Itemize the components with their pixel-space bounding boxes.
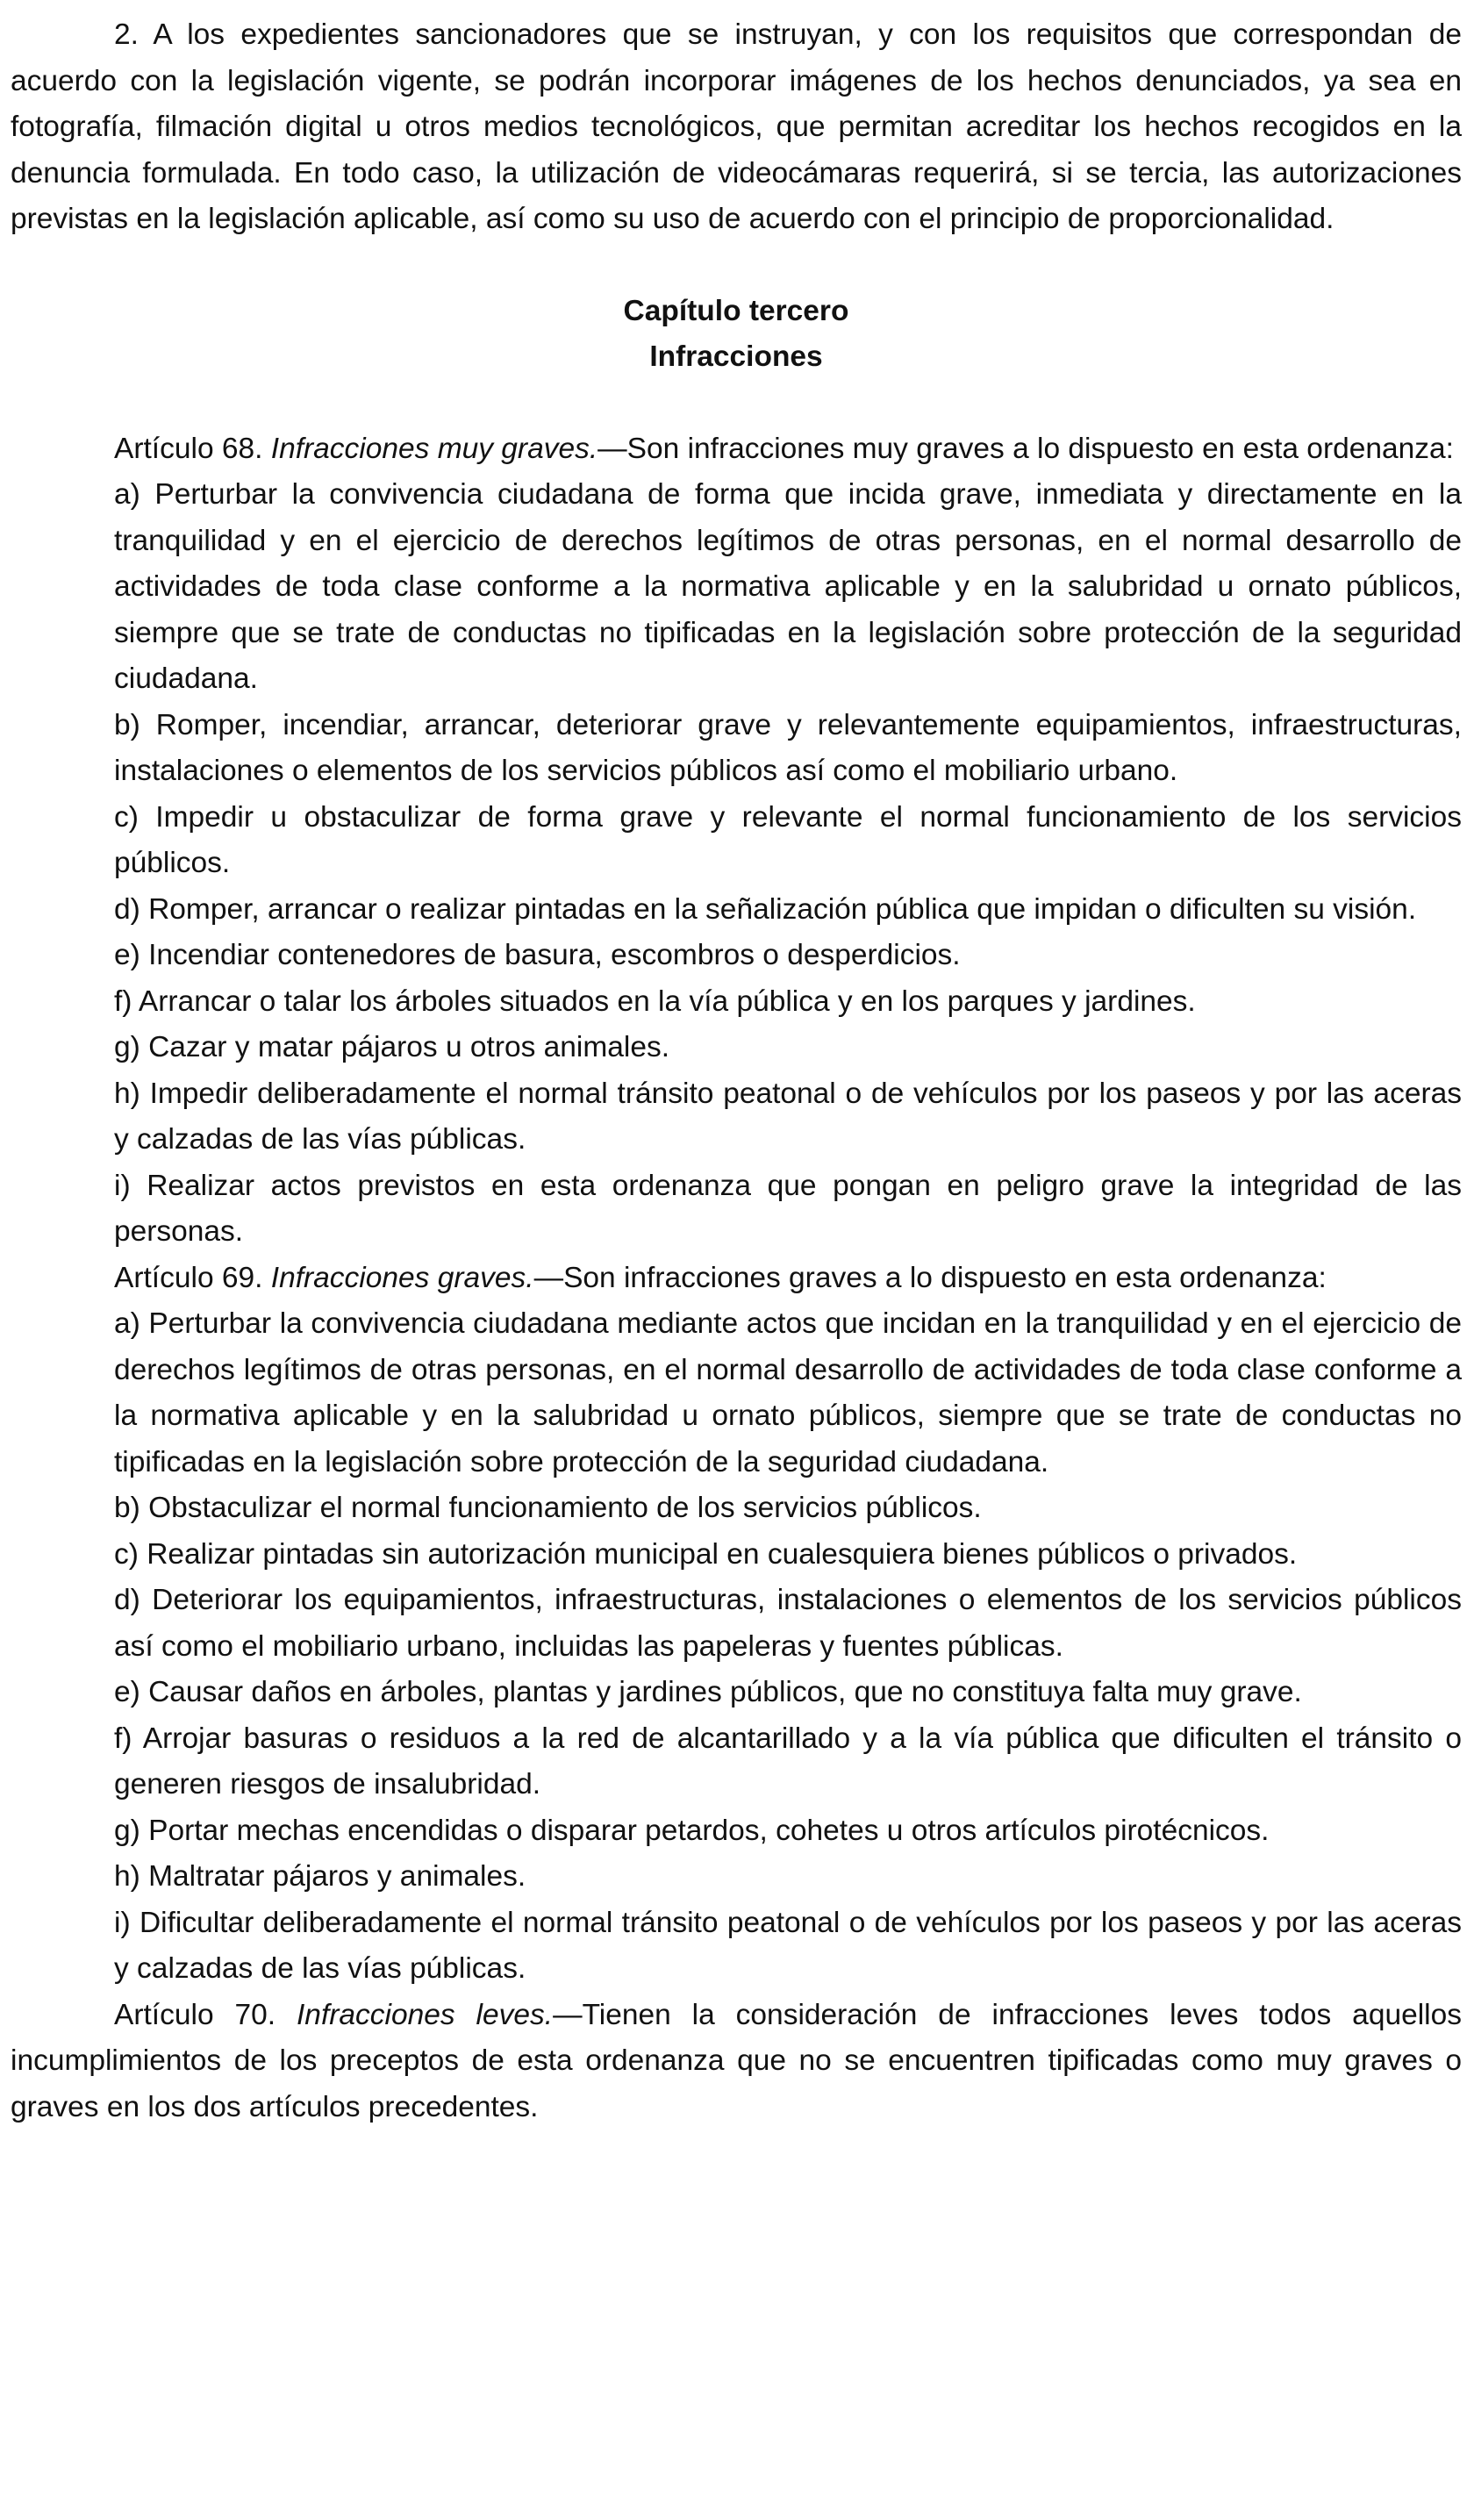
article-69-item-d: d) Deteriorar los equipamientos, infraestructuras, instalaciones o elementos de los servicios públicos así como el mobiliario urbano, incluidas las papeleras y fuentes públicas. [114, 1584, 1462, 1663]
article-68-item-c: c) Impedir u obstaculizar de forma grave y relevante el normal funcionamiento de los servicios públicos. [114, 800, 1462, 879]
article-68-item-b: b) Romper, incendiar, arrancar, deteriorar grave y relevantemente equipamientos, infraestructuras, instalaciones o elementos de los servicios públicos así como el mobiliario urbano. [114, 708, 1462, 787]
article-68-item-a: a) Perturbar la convivencia ciudadana de forma que incida grave, inmediata y directamente en la tranquilidad y en el ejercicio de derechos legítimos de otras personas, en el normal desarrollo de actividades de toda clase conforme a la normativa aplicable y en la salubridad u ornato públicos, siempre que se trate de conductas no tipificadas en la legislación sobre protección de la seguridad ciudadana. [114, 478, 1462, 695]
article-68-item-h: h) Impedir deliberadamente el normal tránsito peatonal o de vehículos por los paseos y por las aceras y calzadas de las vías públicas. [114, 1077, 1462, 1156]
article-68-item-g: g) Cazar y matar pájaros u otros animales. [114, 1031, 670, 1063]
article-68-text: —Son infracciones muy graves a lo dispuesto en esta ordenanza: [597, 432, 1454, 465]
article-68-title: Infracciones muy graves. [270, 432, 598, 465]
article-69-item-c: c) Realizar pintadas sin autorización municipal en cualesquiera bienes públicos o privados. [114, 1537, 1298, 1571]
article-69-item-e: e) Causar daños en árboles, plantas y jardines públicos, que no constituya falta muy grave. [114, 1676, 1302, 1708]
chapter-subtitle: Infracciones [649, 340, 823, 373]
spacer [11, 243, 1462, 289]
article-68-item-i: i) Realizar actos previstos en esta ordenanza que pongan en peligro grave la integridad de las personas. [114, 1169, 1462, 1248]
article-70-label: Artículo 70. [114, 1998, 297, 2031]
spacer [11, 381, 1462, 426]
document-page [11, 12, 1462, 2130]
article-68-label: Artículo 68. [114, 432, 271, 465]
article-69-heading [11, 1256, 1462, 1302]
article-69-item-a: a) Perturbar la convivencia ciudadana mediante actos que incidan en la tranquilidad y en el ejercicio de derechos legítimos de otras personas, en el normal desarrollo de actividades de toda clase conforme a la normativa aplicable y en la salubridad u ornato públicos, siempre que se trate de conductas no tipificadas en la legislación sobre protección de la seguridad ciudadana. [114, 1307, 1462, 1478]
article-68-item-d: d) Romper, arrancar o realizar pintadas en la señalización pública que impidan o dificulten su visión. [114, 892, 1417, 926]
chapter-title: Capítulo tercero [623, 294, 849, 327]
article-69-label: Artículo 69. [114, 1261, 271, 1294]
article-69-item-b: b) Obstaculizar el normal funcionamiento de los servicios públicos. [114, 1492, 982, 1524]
article-69-item-h: h) Maltratar pájaros y animales. [114, 1860, 526, 1893]
article-69-item-i: i) Dificultar deliberadamente el normal tránsito peatonal o de vehículos por los paseos y por las aceras y calzadas de las vías públicas. [114, 1906, 1462, 1985]
article-68-item-f: f) Arrancar o talar los árboles situados en la vía pública y en los parques y jardines. [114, 984, 1196, 1018]
article-69-title: Infracciones graves. [270, 1261, 534, 1294]
article-70-text: —Tienen la consideración de infracciones leves todos aquellos incumplimientos de los preceptos de esta ordenanza que no se encuentren tipificadas como muy graves o graves en los dos artículos precedentes. [11, 1998, 1462, 2123]
article-70-title: Infracciones leves. [297, 1998, 554, 2031]
article-69-text: —Son infracciones graves a lo dispuesto en esta ordenanza: [533, 1261, 1327, 1294]
article-68-item-e: e) Incendiar contenedores de basura, escombros o desperdicios. [114, 939, 961, 971]
intro-paragraph: 2. A los expedientes sancionadores que se instruyan, y con los requisitos que correspondan de acuerdo con la legislación vigente, se podrán incorporar imágenes de los hechos denunciados, ya sea en fotografía, filmación digital u otros medios tecnológicos, que permitan acreditar los hechos recogidos en la denuncia formulada. En todo caso, la utilización de videocámaras requerirá, si se tercia, las autorizaciones previstas en la legislación aplicable, así como su uso de acuerdo con el principio de proporcionalidad. [11, 18, 1462, 235]
article-68-heading [11, 426, 1462, 473]
article-69-item-f: f) Arrojar basuras o residuos a la red de alcantarillado y a la vía pública que dificulten el tránsito o generen riesgos de insalubridad. [114, 1722, 1462, 1801]
article-70-paragraph [11, 1993, 1462, 2131]
article-69-item-g: g) Portar mechas encendidas o disparar petardos, cohetes u otros artículos pirotécnicos. [114, 1814, 1270, 1847]
